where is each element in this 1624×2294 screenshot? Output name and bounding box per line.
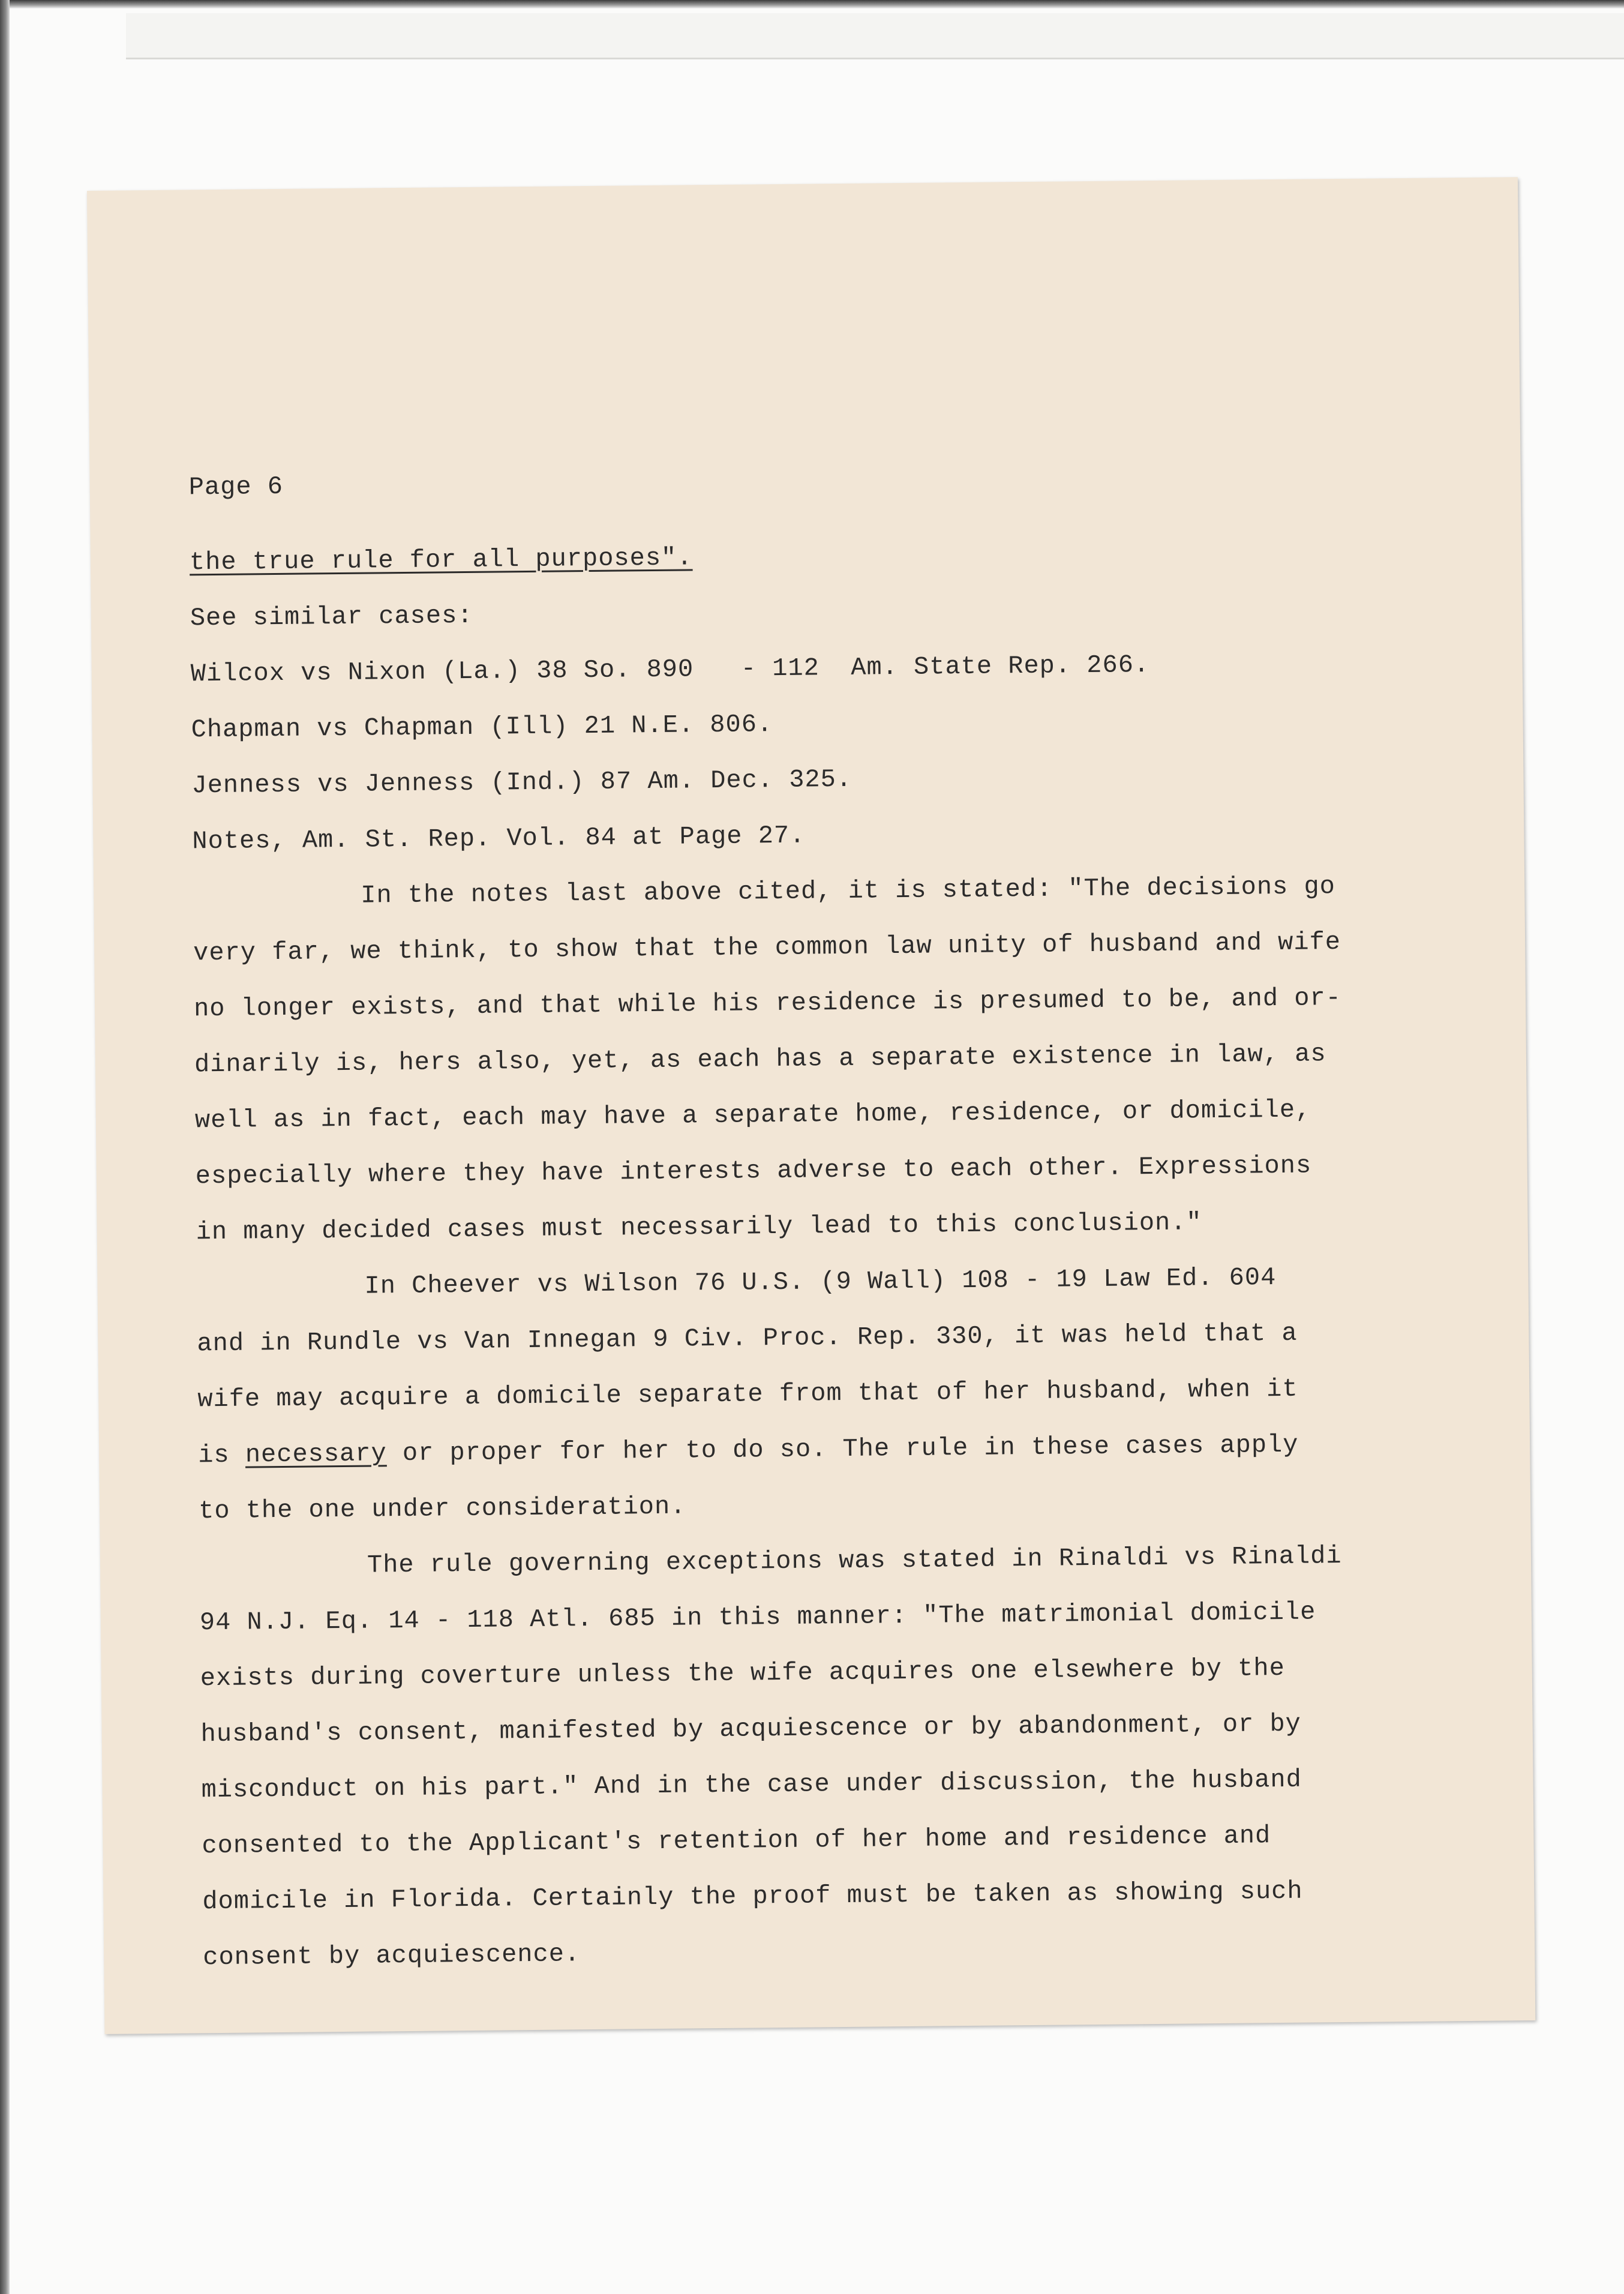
line-18: to the one under consideration. bbox=[198, 1492, 686, 1526]
underlined-necessary: necessary bbox=[245, 1439, 387, 1470]
line-12: especially where they have interests adverse to each other. Expressions bbox=[195, 1151, 1312, 1191]
scan-border-top bbox=[10, 0, 1624, 8]
line-21: exists during coverture unless the wife acquires one elsewhere by the bbox=[200, 1653, 1286, 1693]
line-17 bbox=[198, 1431, 1299, 1470]
line-26: consent by acquiescence. bbox=[203, 1939, 581, 1972]
paper-strip-top bbox=[126, 13, 1624, 59]
line-14: In Cheever vs Wilson 76 U.S. (9 Wall) 108 - 19 Law Ed. 604 bbox=[364, 1263, 1277, 1301]
line-2: See similar cases: bbox=[190, 601, 473, 633]
typed-text bbox=[87, 177, 1527, 1972]
line-11: well as in fact, each may have a separate home, residence, or domicile, bbox=[194, 1095, 1311, 1135]
line-9: no longer exists, and that while his residence is presumed to be, and or- bbox=[193, 983, 1342, 1024]
line-1: the true rule for all purposes". bbox=[189, 543, 693, 577]
line-8: very far, we think, to show that the common law unity of husband and wife bbox=[193, 927, 1341, 968]
line-17-start: is bbox=[198, 1440, 246, 1470]
line-22: husband's consent, manifested by acquiescence or by abandonment, or by bbox=[200, 1709, 1302, 1749]
line-13: in many decided cases must necessarily lead to this conclusion." bbox=[196, 1208, 1202, 1247]
scan-border-left bbox=[0, 0, 10, 2294]
line-20: 94 N.J. Eq. 14 - 118 Atl. 685 in this manner: "The matrimonial domicile bbox=[199, 1597, 1316, 1638]
line-6: Notes, Am. St. Rep. Vol. 84 at Page 27. bbox=[192, 821, 806, 856]
line-19: The rule governing exceptions was stated in Rinaldi vs Rinaldi bbox=[367, 1542, 1342, 1580]
line-15: and in Rundle vs Van Innegan 9 Civ. Proc. Rep. 330, it was held that a bbox=[197, 1318, 1298, 1359]
line-3: Wilcox vs Nixon (La.) 38 So. 890 - 112 Am. State Rep. 266. bbox=[190, 650, 1150, 689]
line-25: domicile in Florida. Certainly the proof must be taken as showing such bbox=[202, 1876, 1303, 1917]
line-24: consented to the Applicant's retention of her home and residence and bbox=[202, 1821, 1271, 1861]
line-5: Jenness vs Jenness (Ind.) 87 Am. Dec. 325. bbox=[191, 764, 852, 800]
line-10: dinarily is, hers also, yet, as each has a separate existence in law, as bbox=[194, 1039, 1326, 1079]
line-17-end: or proper for her to do so. The rule in these cases apply bbox=[386, 1430, 1299, 1468]
document-page bbox=[87, 177, 1535, 2034]
line-4: Chapman vs Chapman (Ill) 21 N.E. 806. bbox=[191, 710, 773, 745]
line-23: misconduct on his part." And in the case under discussion, the husband bbox=[201, 1765, 1302, 1805]
line-16: wife may acquire a domicile separate from that of her husband, when it bbox=[197, 1374, 1298, 1414]
line-7: In the notes last above cited, it is stated: "The decisions go bbox=[361, 872, 1336, 910]
page-header: Page 6 bbox=[188, 472, 284, 502]
